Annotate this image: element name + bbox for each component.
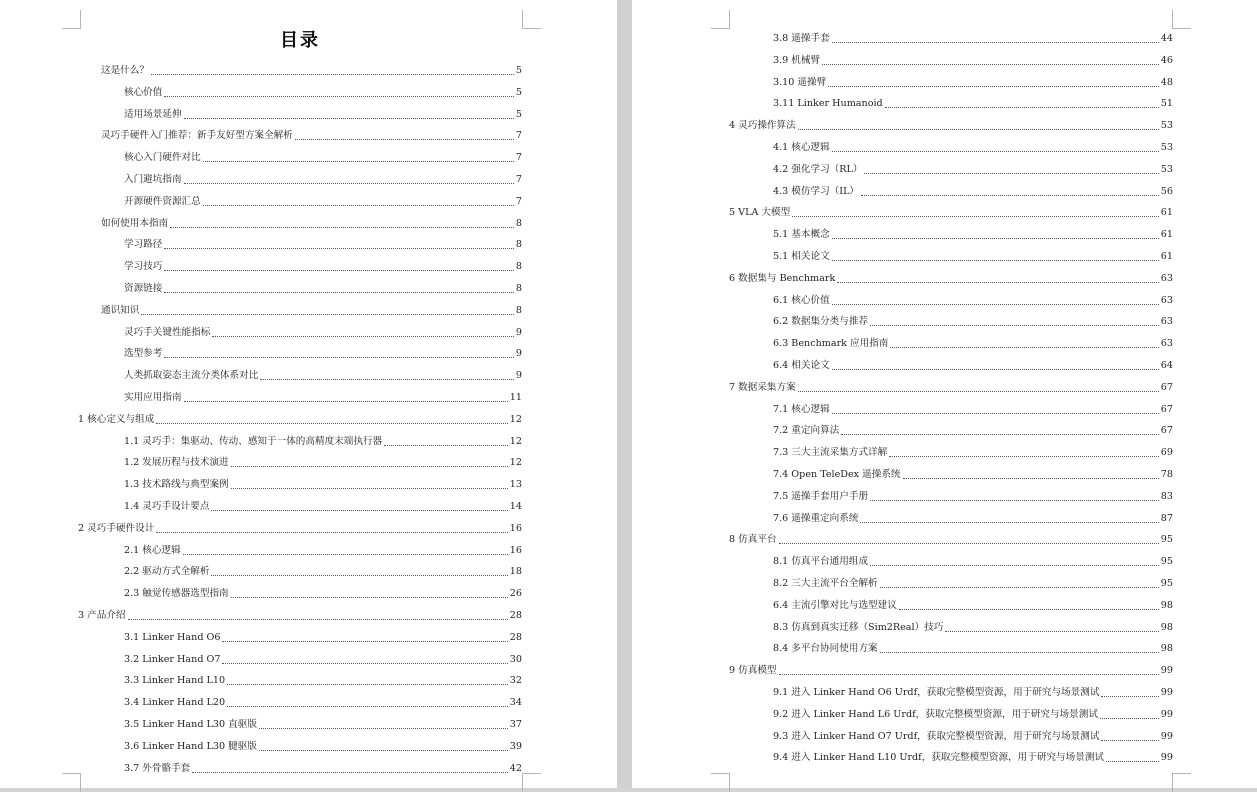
toc-dot-leader (832, 41, 1159, 43)
toc-entry-page: 99 (1160, 730, 1173, 742)
toc-entry-title: 3.3 Linker Hand L10 (124, 675, 226, 687)
crop-mark-bottom-left (711, 773, 730, 792)
toc-entry-page: 9 (515, 348, 522, 360)
toc-entry[interactable] (124, 253, 522, 273)
toc-entry-title: 核心入门硬件对比 (124, 152, 201, 164)
toc-entry[interactable] (124, 231, 522, 251)
toc-entry[interactable] (78, 406, 522, 426)
toc-dot-leader (860, 521, 1158, 523)
crop-mark-top-left (711, 10, 730, 29)
toc-dot-leader (164, 356, 514, 358)
toc-entry-title: 4 灵巧操作算法 (729, 120, 796, 132)
toc-entry[interactable] (729, 526, 1173, 546)
toc-dot-leader (211, 574, 507, 576)
toc-entry-page: 99 (1160, 665, 1173, 677)
toc-entry[interactable] (124, 166, 522, 186)
toc-dot-leader (141, 313, 514, 315)
toc-entry-page: 16 (509, 544, 522, 556)
toc-dot-leader (151, 73, 514, 75)
toc-entry[interactable] (124, 188, 522, 208)
toc-entry-page: 7 (515, 195, 522, 207)
toc-entry-title: 4.2 强化学习（RL） (773, 163, 863, 175)
toc-dot-leader (295, 138, 514, 140)
toc-entry[interactable] (124, 362, 522, 382)
toc-entry[interactable] (124, 580, 522, 600)
toc-dot-leader (128, 618, 508, 620)
toc-entry-page: 7 (515, 174, 522, 185)
toc-entry[interactable] (773, 156, 1173, 176)
toc-dot-leader (211, 509, 507, 511)
toc-dot-leader (227, 705, 508, 707)
toc-entry-title: 3.4 Linker Hand L20 (124, 697, 226, 709)
toc-entry-page: 63 (1160, 272, 1173, 284)
toc-entry-page: 95 (1160, 534, 1173, 546)
toc-dot-leader (880, 586, 1159, 588)
toc-entry-title: 3 产品介绍 (78, 610, 126, 621)
toc-entry-title: 3.8 遥操手套 (773, 33, 830, 44)
toc-entry-title: 9.2 进入 Linker Hand L6 Urdf，获取完整模型资源，用于研究与场景测试 (773, 708, 1098, 720)
toc-entry[interactable] (124, 340, 522, 360)
toc-entry-title: 1.3 技术路线与典型案例 (124, 479, 229, 491)
toc-dot-leader (870, 324, 1159, 326)
toc-entry-page: 64 (1160, 360, 1173, 371)
toc-entry-page: 61 (1160, 229, 1173, 241)
toc-entry-title: 资源链接 (124, 283, 163, 294)
toc-entry-title: 6 数据集与 Benchmark (729, 272, 836, 284)
toc-dot-leader (231, 465, 508, 467)
toc-dot-leader (864, 172, 1158, 174)
toc-entry[interactable] (773, 505, 1173, 525)
toc-dot-leader (798, 128, 1159, 130)
toc-entry-title: 2 灵巧手硬件设计 (78, 522, 155, 534)
toc-entry-title: 3.1 Linker Hand O6 (124, 631, 221, 643)
toc-entry-title: 7 数据采集方案 (729, 381, 796, 393)
toc-entry-title: 9.1 进入 Linker Hand O6 Urdf，获取完整模型资源，用于研究与场景测试 (773, 687, 1100, 698)
toc-entry-page: 69 (1160, 447, 1173, 459)
toc-entry-title: 入门避坑指南 (124, 174, 182, 185)
toc-entry-page: 26 (509, 588, 522, 600)
toc-entry[interactable] (773, 90, 1173, 110)
toc-entry-title: 3.6 Linker Hand L30 腱驱版 (124, 740, 257, 752)
toc-entry[interactable] (773, 134, 1173, 154)
toc-entry-page: 67 (1160, 403, 1173, 415)
toc-entry-title: 8.2 三大主流平台全解析 (773, 578, 878, 589)
toc-dot-leader (184, 182, 514, 184)
toc-entry-page: 8 (515, 261, 522, 273)
toc-dot-leader (164, 95, 514, 97)
toc-entry-page: 16 (509, 522, 522, 534)
toc-entry[interactable] (773, 483, 1173, 503)
toc-entry-page: 8 (515, 304, 522, 316)
toc-entry-page: 78 (1160, 469, 1173, 480)
toc-entry[interactable] (773, 614, 1173, 634)
toc-dot-leader (792, 215, 1159, 217)
toc-entry-page: 67 (1160, 381, 1173, 393)
toc-dot-leader (1100, 717, 1159, 719)
toc-entry-title: 如何使用本指南 (101, 217, 169, 229)
page-gap (617, 0, 632, 788)
toc-dot-leader (828, 85, 1159, 87)
toc-entry[interactable] (729, 265, 1173, 285)
toc-entry-title: 3.2 Linker Hand O7 (124, 653, 221, 665)
toc-entry[interactable] (78, 515, 522, 535)
toc-entry[interactable] (773, 548, 1173, 568)
toc-dot-leader (1106, 760, 1159, 762)
toc-entry-title: 6.2 数据集分类与推荐 (773, 316, 869, 328)
toc-entry-page: 8 (515, 239, 522, 251)
toc-dot-leader (231, 487, 508, 489)
toc-entry-title: 6.4 相关论文 (773, 360, 830, 371)
toc-dot-leader (832, 237, 1159, 239)
toc-entry-title: 6.3 Benchmark 应用指南 (773, 338, 889, 350)
toc-entry-page: 12 (509, 413, 522, 425)
toc-entry-page: 5 (515, 65, 522, 76)
toc-dot-leader (183, 553, 508, 555)
toc-entry[interactable] (773, 178, 1173, 198)
toc-entry-title: 1.2 发展历程与技术演进 (124, 457, 229, 469)
toc-dot-leader (822, 63, 1159, 65)
toc-entry-title: 选型参考 (124, 348, 163, 360)
toc-dot-leader (890, 346, 1158, 348)
toc-entry[interactable] (101, 122, 522, 142)
toc-entry-page: 9 (515, 326, 522, 338)
toc-entry[interactable] (124, 646, 522, 666)
toc-entry-page: 18 (509, 566, 522, 578)
toc-dot-leader (260, 378, 514, 380)
toc-entry-page: 98 (1160, 643, 1173, 655)
toc-entry-title: 学习技巧 (124, 261, 163, 273)
toc-entry-page: 99 (1160, 752, 1173, 764)
toc-entry[interactable] (773, 396, 1173, 416)
toc-dot-leader (832, 259, 1159, 261)
toc-dot-leader (837, 281, 1159, 283)
toc-entry-page: 53 (1160, 163, 1173, 175)
toc-entry-title: 5 VLA 大模型 (729, 207, 791, 219)
toc-entry[interactable] (124, 733, 522, 753)
toc-entry-title: 1.1 灵巧手：集驱动、传动、感知于一体的高精度末端执行器 (124, 435, 383, 447)
toc-entry-page: 9 (515, 370, 522, 382)
toc-entry-title: 人类抓取姿态主流分类体系对比 (124, 370, 259, 382)
toc-entry-title: 8.4 多平台协同使用方案 (773, 643, 878, 655)
toc-entry[interactable] (773, 47, 1173, 67)
toc-entry-page: 13 (509, 479, 522, 491)
toc-entry-page: 87 (1160, 512, 1173, 524)
toc-entry-title: 9.3 进入 Linker Hand O7 Urdf，获取完整模型资源，用于研究与场景测试 (773, 730, 1100, 742)
toc-entry[interactable] (773, 69, 1173, 89)
toc-entry[interactable] (773, 330, 1173, 350)
toc-entry[interactable] (773, 439, 1173, 459)
toc-entry[interactable] (101, 210, 522, 230)
toc-entry[interactable] (773, 570, 1173, 590)
toc-entry[interactable] (773, 25, 1173, 45)
toc-entry[interactable] (124, 689, 522, 709)
toc-entry-title: 核心价值 (124, 86, 163, 98)
toc-entry-page: 46 (1160, 54, 1173, 66)
toc-entry[interactable] (124, 428, 522, 448)
toc-entry[interactable] (729, 374, 1173, 394)
toc-entry[interactable] (124, 471, 522, 491)
toc-entry-title: 2.1 核心逻辑 (124, 544, 181, 556)
toc-dot-leader (222, 662, 507, 664)
toc-entry-title: 2.2 驱动方式全解析 (124, 566, 210, 578)
toc-entry[interactable] (773, 744, 1173, 764)
toc-entry[interactable] (773, 461, 1173, 481)
toc-entry-page: 32 (509, 675, 522, 687)
toc-dot-leader (184, 400, 508, 402)
toc-entry-page: 56 (1160, 185, 1173, 197)
toc-entry[interactable] (124, 537, 522, 557)
toc-entry[interactable] (773, 635, 1173, 655)
toc-entry-page: 51 (1160, 98, 1173, 110)
toc-entry-page: 12 (509, 435, 522, 447)
toc-entry-title: 3.10 遥操臂 (773, 76, 827, 88)
toc-entry[interactable] (124, 101, 522, 121)
toc-entry-page: 14 (509, 501, 522, 512)
toc-entry-page: 5 (515, 108, 522, 120)
toc-entry-title: 4.1 核心逻辑 (773, 142, 830, 153)
toc-dot-leader (861, 194, 1159, 196)
toc-entry[interactable] (124, 755, 522, 775)
crop-mark-bottom-right (522, 773, 541, 792)
toc-dot-leader (164, 291, 514, 293)
toc-entry-page: 7 (515, 152, 522, 164)
toc-entry-page: 8 (515, 283, 522, 294)
toc-entry-page: 28 (509, 610, 522, 621)
toc-entry-page: 39 (509, 740, 522, 752)
toc-dot-leader (184, 117, 514, 119)
toc-dot-leader (203, 160, 514, 162)
toc-entry[interactable] (773, 243, 1173, 263)
toc-dot-leader (832, 303, 1159, 305)
toc-entry-title: 适用场景延伸 (124, 108, 182, 120)
toc-dot-leader (899, 608, 1159, 610)
toc-entry-title: 6.1 核心价值 (773, 294, 830, 306)
toc-dot-leader (164, 247, 514, 249)
toc-dot-leader (222, 640, 507, 642)
toc-entry[interactable] (773, 352, 1173, 372)
toc-entry-title: 3.5 Linker Hand L30 直驱版 (124, 719, 257, 730)
toc-entry[interactable] (124, 449, 522, 469)
toc-entry-title: 1 核心定义与组成 (78, 413, 155, 425)
toc-dot-leader (1101, 695, 1158, 697)
toc-heading: 目录 (280, 30, 320, 51)
toc-entry[interactable] (773, 679, 1173, 699)
document-page-left (0, 0, 617, 788)
toc-entry[interactable] (78, 602, 522, 622)
crop-mark-top-right (1172, 10, 1191, 29)
toc-entry[interactable] (773, 417, 1173, 437)
toc-entry-title: 学习路径 (124, 239, 163, 251)
crop-mark-bottom-right (1172, 773, 1191, 792)
toc-dot-leader (832, 368, 1159, 370)
toc-entry-title: 7.1 核心逻辑 (773, 403, 830, 415)
toc-dot-leader (164, 269, 514, 271)
toc-entry-page: 34 (509, 697, 522, 709)
toc-entry[interactable] (773, 287, 1173, 307)
toc-entry-title: 7.3 三大主流采集方式详解 (773, 447, 888, 459)
toc-entry-title: 实用应用指南 (124, 392, 182, 403)
toc-entry[interactable] (124, 384, 522, 404)
toc-entry[interactable] (124, 275, 522, 295)
toc-entry-title: 8 仿真平台 (729, 534, 777, 546)
toc-entry[interactable] (729, 657, 1173, 677)
toc-dot-leader (779, 542, 1159, 544)
toc-entry-title: 这是什么？ (101, 65, 149, 76)
toc-dot-leader (212, 335, 514, 337)
toc-entry-page: 63 (1160, 338, 1173, 350)
toc-entry[interactable] (124, 319, 522, 339)
toc-dot-leader (889, 455, 1159, 457)
toc-dot-leader (903, 477, 1159, 479)
toc-entry-title: 7.4 Open TeleDex 遥操系统 (773, 469, 901, 480)
toc-dot-leader (832, 412, 1159, 414)
toc-dot-leader (156, 422, 507, 424)
toc-entry-title: 1.4 灵巧手设计要点 (124, 501, 210, 512)
toc-dot-leader (259, 749, 508, 751)
toc-entry-title: 灵巧手关键性能指标 (124, 326, 211, 338)
toc-entry[interactable] (124, 624, 522, 644)
toc-entry-page: 95 (1160, 578, 1173, 589)
toc-dot-leader (156, 531, 507, 533)
toc-dot-leader (384, 444, 508, 446)
toc-entry-page: 99 (1160, 687, 1173, 698)
toc-entry-page: 83 (1160, 490, 1173, 502)
toc-entry[interactable] (773, 221, 1173, 241)
toc-entry[interactable] (124, 711, 522, 731)
toc-dot-leader (870, 564, 1159, 566)
toc-entry-page: 42 (509, 762, 522, 774)
toc-entry[interactable] (124, 667, 522, 687)
toc-entry[interactable] (773, 701, 1173, 721)
toc-entry-page: 53 (1160, 142, 1173, 153)
toc-dot-leader (880, 651, 1159, 653)
toc-entry-page: 12 (509, 457, 522, 469)
toc-entry-page: 99 (1160, 708, 1173, 720)
document-page-right (632, 0, 1257, 788)
toc-entry[interactable] (124, 493, 522, 513)
toc-entry-page: 8 (515, 217, 522, 229)
toc-dot-leader (779, 673, 1159, 675)
toc-entry-title: 5.1 基本概念 (773, 229, 830, 241)
toc-entry-page: 11 (509, 392, 522, 403)
toc-entry-page: 98 (1160, 599, 1173, 611)
toc-entry[interactable] (729, 199, 1173, 219)
toc-entry-title: 9 仿真模型 (729, 665, 777, 677)
toc-dot-leader (945, 630, 1158, 632)
toc-entry-title: 2.3 触觉传感器选型指南 (124, 588, 229, 600)
toc-entry[interactable] (773, 723, 1173, 743)
toc-entry-page: 37 (509, 719, 522, 730)
toc-entry-title: 7.2 重定向算法 (773, 425, 840, 437)
toc-dot-leader (227, 683, 508, 685)
toc-dot-leader (203, 204, 514, 206)
toc-dot-leader (170, 226, 514, 228)
toc-entry-page: 63 (1160, 316, 1173, 328)
toc-entry-title: 8.3 仿真到真实迁移（Sim2Real）技巧 (773, 621, 944, 633)
toc-entry[interactable] (124, 79, 522, 99)
toc-entry-title: 8.1 仿真平台通用组成 (773, 556, 869, 568)
toc-entry[interactable] (124, 144, 522, 164)
toc-entry[interactable] (729, 112, 1173, 132)
toc-entry[interactable] (101, 57, 522, 77)
toc-entry-page: 48 (1160, 76, 1173, 88)
toc-entry[interactable] (124, 558, 522, 578)
toc-dot-leader (259, 727, 508, 729)
toc-entry-page: 61 (1160, 251, 1173, 262)
toc-dot-leader (885, 106, 1159, 108)
toc-entry-page: 7 (515, 130, 522, 142)
toc-entry-title: 通识知识 (101, 304, 140, 316)
toc-dot-leader (870, 499, 1159, 501)
toc-dot-leader (192, 771, 508, 773)
toc-entry-page: 44 (1160, 33, 1173, 44)
toc-entry-page: 67 (1160, 425, 1173, 437)
toc-dot-leader (1101, 739, 1158, 741)
toc-entry-page: 61 (1160, 207, 1173, 219)
crop-mark-bottom-left (62, 773, 81, 792)
toc-entry-page: 53 (1160, 120, 1173, 132)
toc-entry-page: 5 (515, 86, 522, 98)
toc-entry-title: 3.11 Linker Humanoid (773, 98, 883, 110)
toc-entry-title: 6.4 主流引擎对比与选型建议 (773, 599, 897, 611)
toc-entry[interactable] (101, 297, 522, 317)
toc-entry-page: 95 (1160, 556, 1173, 568)
toc-entry-page: 98 (1160, 621, 1173, 633)
toc-entry-page: 63 (1160, 294, 1173, 306)
toc-dot-leader (841, 433, 1159, 435)
toc-entry-title: 3.7 外骨骼手套 (124, 762, 191, 774)
toc-entry-title: 开源硬件资源汇总 (124, 195, 201, 207)
toc-dot-leader (832, 150, 1159, 152)
toc-entry[interactable] (773, 308, 1173, 328)
toc-entry-title: 7.5 遥操手套用户手册 (773, 490, 869, 502)
toc-dot-leader (798, 390, 1159, 392)
toc-dot-leader (231, 596, 508, 598)
toc-entry[interactable] (773, 592, 1173, 612)
toc-entry-page: 30 (509, 653, 522, 665)
toc-entry-title: 灵巧手硬件入门推荐：新手友好型方案全解析 (101, 130, 293, 142)
toc-entry-title: 7.6 遥操重定向系统 (773, 512, 859, 524)
toc-entry-title: 4.3 模仿学习（IL） (773, 185, 860, 197)
toc-entry-title: 9.4 进入 Linker Hand L10 Urdf，获取完整模型资源，用于研究与场景测试 (773, 752, 1105, 764)
toc-entry-title: 5.1 相关论文 (773, 251, 830, 262)
toc-entry-title: 3.9 机械臂 (773, 54, 821, 66)
toc-entry-page: 28 (509, 631, 522, 643)
